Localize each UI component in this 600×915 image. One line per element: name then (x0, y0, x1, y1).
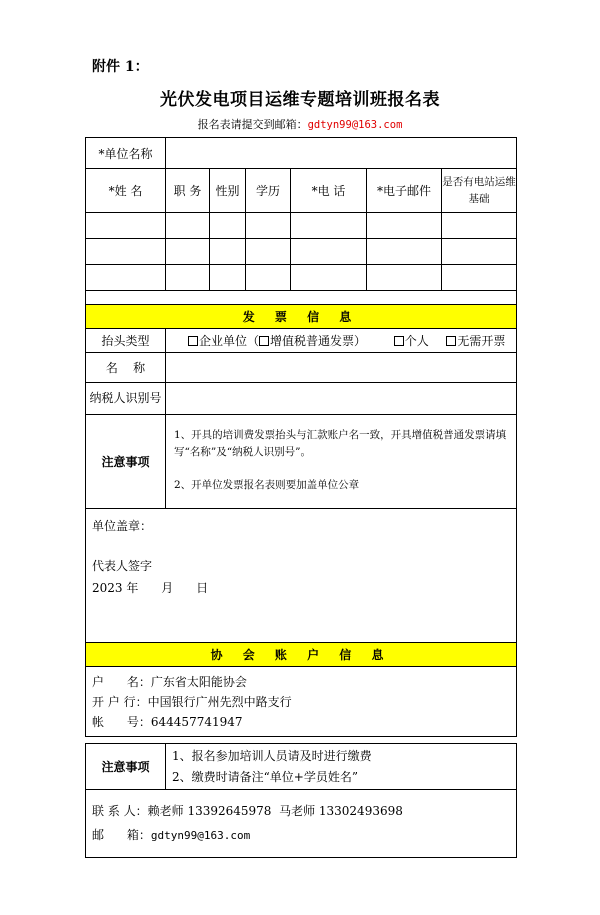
contact-row (92, 799, 516, 823)
attendee-om-cell[interactable] (442, 213, 517, 239)
page-title: 光伏发电项目运维专题培训班报名表 (160, 90, 440, 110)
invoice-name-input[interactable] (166, 353, 517, 383)
footer-table (85, 743, 517, 858)
attendee-header-row (86, 169, 517, 213)
account-info (86, 667, 517, 737)
mail-row (92, 823, 516, 848)
header-type-label: 抬头类型 (86, 329, 166, 353)
representative-signature-label: 代表人签字 (92, 559, 153, 573)
attendee-row (86, 213, 517, 239)
account-number-row (92, 712, 516, 732)
seal-section (86, 509, 517, 643)
option-no-invoice: 无需开票 (457, 334, 506, 348)
header-phone: *电 话 (291, 169, 367, 213)
attendee-gender-cell[interactable] (210, 239, 246, 265)
attendee-position-cell[interactable] (166, 213, 210, 239)
attendee-phone-cell[interactable] (291, 265, 367, 291)
footer-notes (166, 744, 517, 790)
attendee-row (86, 239, 517, 265)
header-type-options (166, 329, 517, 353)
attendee-name-cell[interactable] (86, 213, 166, 239)
account-name-value: 广东省太阳能协会 (150, 674, 247, 689)
footer-note-2: 2、缴费时请备注“单位+学员姓名” (172, 769, 358, 784)
attendee-name-cell[interactable] (86, 265, 166, 291)
vat-checkbox[interactable] (259, 336, 269, 346)
account-bank-row (92, 692, 516, 712)
attachment-label: 附件 1： (92, 59, 149, 75)
header-position: 职 务 (166, 169, 210, 213)
account-bank-value: 中国银行广州先烈中路支行 (147, 694, 292, 709)
seal-label: 单位盖章： (92, 519, 153, 533)
account-name-label: 户 名： (92, 674, 151, 689)
invoice-notes-label: 注意事项 (86, 415, 166, 509)
header-om-experience: 是否有电站运维基础 (442, 169, 517, 213)
contact-label: 联 系 人： (92, 804, 148, 818)
attendee-email-cell[interactable] (367, 265, 442, 291)
attendee-email-cell[interactable] (367, 239, 442, 265)
account-section-title: 协 会 账 户 信 息 (86, 643, 517, 667)
taxpayer-id-label: 纳税人识别号 (86, 383, 166, 415)
taxpayer-id-input[interactable] (166, 383, 517, 415)
header-name: *姓 名 (86, 169, 166, 213)
attendee-om-cell[interactable] (442, 265, 517, 291)
attendee-education-cell[interactable] (246, 239, 291, 265)
contact-value: 赖老师 13392645978 马老师 13302493698 (147, 804, 403, 818)
attendee-om-cell[interactable] (442, 239, 517, 265)
unit-name-input[interactable] (166, 138, 517, 169)
footer-notes-label: 注意事项 (86, 744, 166, 790)
invoice-section-title: 发 票 信 息 (86, 305, 517, 329)
account-name-row (92, 672, 516, 692)
invoice-note-2: 2、开单位发票报名表则要加盖单位公章 (174, 479, 360, 491)
header-email: *电子邮件 (367, 169, 442, 213)
account-number-label: 帐 号： (92, 714, 151, 729)
individual-checkbox[interactable] (394, 336, 404, 346)
submit-prefix: 报名表请提交到邮箱： (197, 118, 308, 131)
option-individual: 个人 (404, 334, 429, 348)
attendee-row (86, 265, 517, 291)
submit-instruction (0, 116, 600, 132)
attendee-education-cell[interactable] (246, 265, 291, 291)
attendee-phone-cell[interactable] (291, 213, 367, 239)
account-number-value: 644457741947 (150, 714, 243, 729)
attendee-name-cell[interactable] (86, 239, 166, 265)
attendee-position-cell[interactable] (166, 265, 210, 291)
date-line: 2023 年 月 日 (92, 581, 209, 595)
footer-note-1: 1、报名参加培训人员请及时进行缴费 (172, 748, 372, 763)
attendee-email-cell[interactable] (367, 213, 442, 239)
mail-value[interactable]: gdtyn99@163.com (150, 829, 251, 842)
mail-label: 邮 箱： (92, 828, 151, 842)
invoice-notes (166, 415, 517, 509)
attendee-gender-cell[interactable] (210, 265, 246, 291)
attendee-phone-cell[interactable] (291, 239, 367, 265)
option-vat: 增值税普通发票） (270, 334, 367, 348)
invoice-note-1: 1、开具的培训费发票抬头与汇款账户名一致，开具增值税普通发票请填写“名称”及“纳税人识别号”。 (174, 429, 507, 458)
header-gender: 性别 (210, 169, 246, 213)
attendee-position-cell[interactable] (166, 239, 210, 265)
no-invoice-checkbox[interactable] (446, 336, 456, 346)
account-bank-label: 开 户 行： (92, 694, 148, 709)
header-education: 学历 (246, 169, 291, 213)
submit-email-link[interactable]: gdtyn99@163.com (307, 119, 403, 131)
option-enterprise: 企业单位（ (199, 334, 260, 348)
registration-table (85, 137, 517, 737)
contact-info (86, 790, 517, 858)
enterprise-checkbox[interactable] (188, 336, 198, 346)
attendee-education-cell[interactable] (246, 213, 291, 239)
attendee-gender-cell[interactable] (210, 213, 246, 239)
unit-name-label: *单位名称 (86, 138, 166, 169)
invoice-name-label: 名 称 (86, 353, 166, 383)
